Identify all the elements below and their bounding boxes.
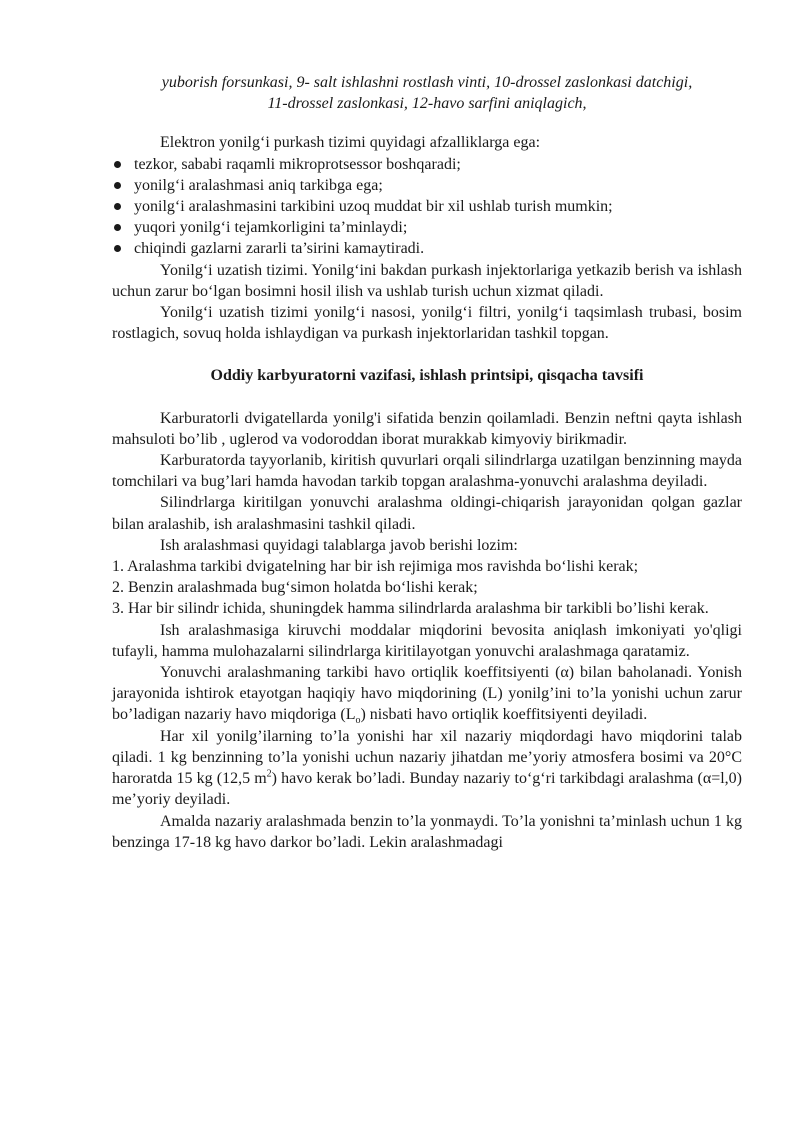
bullet-icon <box>114 245 121 252</box>
paragraph: Karburatorda tayyorlanib, kiritish quvurlari orqali silindrlarga uzatilgan benzinning mayda tomchilari va bug’lari hamda havodan tarkib topgan aralashma-yonuvchi aralashma deyiladi. <box>112 452 742 491</box>
paragraph: Yonilg‘i uzatish tizimi yonilg‘i nasosi, yonilg‘i filtri, yonilg‘i taqsimlash trubasi, bosim rostlagich, sovuq holda ishlaydigan va purkash injektorlaridan tashkil topgan. <box>112 304 742 343</box>
section-heading: Oddiy karbyuratorni vazifasi, ishlash printsipi, qisqacha tavsifi <box>210 367 644 385</box>
paragraph: Yonilg‘i uzatish tizimi. Yonilg‘ini bakdan purkash injektorlariga yetkazib berish va ishlash uchun zarur bo‘lgan bosimni hosil ilish va ushlab turish uchun xizmat qiladi. <box>112 261 742 300</box>
bullet-icon <box>114 182 121 189</box>
paragraph: Har xil yonilg’ilarning to’la yonishi har xil nazariy miqdordagi havo miqdorini talab qiladi. 1 kg benzinning to’la yonishi uchun nazariy jihatdan me’yoriy atmosfera bosimi va 20°C haroratda 15 kg (12,5 $m^2$) havo kerak bo’ladi. Bunday nazariy to‘g‘ri tarkibdagi aralashma (α=l,0) me’yoriy deyiladi. <box>112 727 742 809</box>
numbered-item: 2. Benzin aralashmada bug‘simon holatda bo‘lishi kerak; <box>112 579 478 597</box>
list-item: yuqori yonilg‘i tejamkorligini ta’minlaydi; <box>112 217 742 238</box>
paragraph: Silindrlarga kiritilgan yonuvchi aralashma oldingi-chiqarish jarayonidan qolgan gazlar bilan aralashib, ish aralashmasini tashkil qiladi. <box>112 494 742 533</box>
paragraph: Amalda nazariy aralashmada benzin to’la yonmaydi. To’la yonishni ta’minlash uchun 1 kg benzinga 17-18 kg havo darkor bo’ladi. Lekin aralashmadagi <box>112 812 742 851</box>
paragraph: Yonuvchi aralashmaning tarkibi havo ortiqlik koeffitsiyenti (α) bilan baholanadi. Yonish jarayonida ishtirok etayotgan haqiqiy havo miqdorining (L) yonilg’ini to’la yonishi uchun zarur bo’ladigan nazariy havo miqdoriga $(L_o)$ nisbati havo ortiqlik koeffitsiyenti deyiladi. <box>112 664 742 727</box>
document-page <box>112 72 742 853</box>
paragraph: Ish aralashmasi quyidagi talablarga javob berishi lozim: <box>160 536 518 554</box>
bullet-icon <box>114 203 121 210</box>
figure-caption-line-2: 11-drossel zaslonkasi, 12-havo sarfini aniqlagich, <box>267 95 587 113</box>
intro-paragraph: Elektron yonilg‘i purkash tizimi quyidagi afzalliklarga ega: <box>160 134 541 152</box>
numbered-item: 1. Aralashma tarkibi dvigatelning har bir ish rejimiga mos ravishda bo‘lishi kerak; <box>112 558 639 576</box>
bullet-icon <box>114 161 121 168</box>
paragraph: Ish aralashmasiga kiruvchi moddalar miqdorini bevosita aniqlash imkoniyati yo'qligi tufayli, hamma mulohazalarni silindrlarga kiritilayotgan yonuvchi aralashmaga qaratamiz. <box>112 621 742 660</box>
bullet-icon <box>114 224 121 231</box>
advantages-list <box>112 154 742 260</box>
list-item: yonilg‘i aralashmasini tarkibini uzoq muddat bir xil ushlab turish mumkin; <box>112 196 742 217</box>
list-item: tezkor, sababi raqamli mikroprotsessor boshqaradi; <box>112 154 742 175</box>
figure-caption-line-1: yuborish forsunkasi, 9- salt ishlashni rostlash vinti, 10-drossel zaslonkasi datchigi, <box>161 74 693 91</box>
list-item: yonilg‘i aralashmasi aniq tarkibga ega; <box>112 175 742 196</box>
paragraph: Karburatorli dvigatellarda yonilg'i sifatida benzin qoilamladi. Benzin neftni qayta ishlash mahsuloti bo’lib , uglerod va vodoroddan iborat murakkab kimyoviy birikmadir. <box>112 409 742 448</box>
list-item: chiqindi gazlarni zararli ta’sirini kamaytiradi. <box>112 238 742 259</box>
numbered-item: 3. Har bir silindr ichida, shuningdek hamma silindrlarda aralashma bir tarkibli bo’lishi kerak. <box>112 600 709 618</box>
